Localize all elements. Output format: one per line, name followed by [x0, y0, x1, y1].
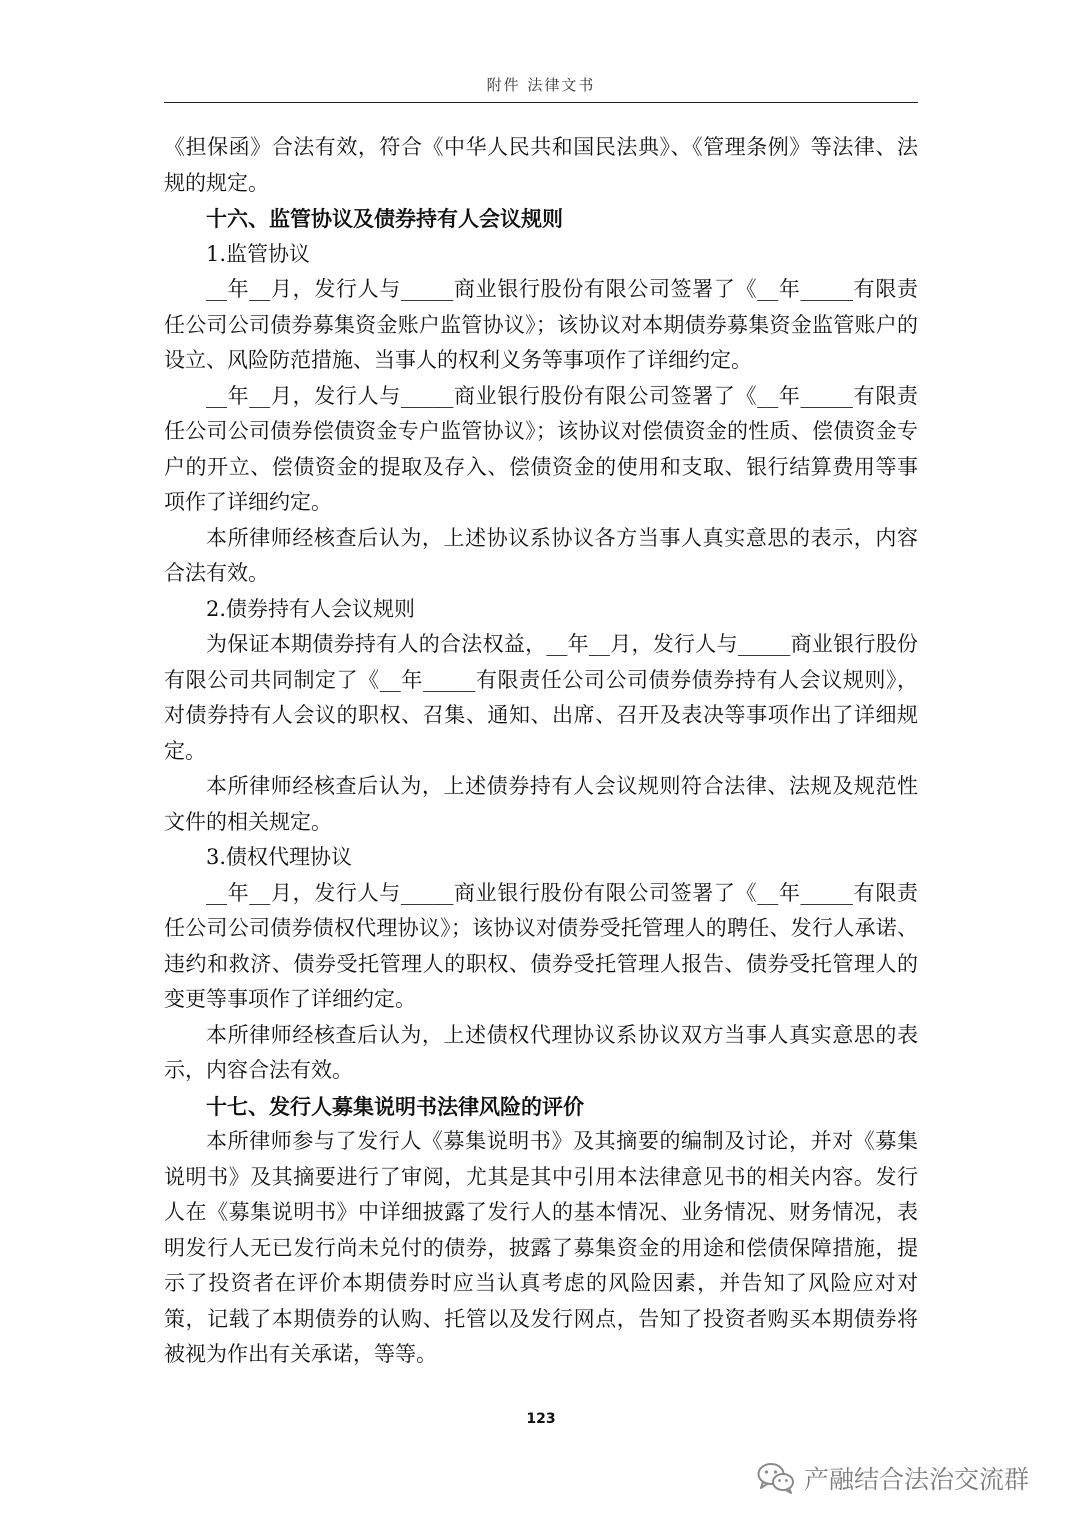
paragraph-prospectus-review: 本所律师参与了发行人《募集说明书》及其摘要的编制及讨论，并对《募集说明书》及其摘要进行了审阅，尤其是其中引用本法律意见书的相关内容。发行人在《募集说明书》中详细披露了发行人的基本情况、业务情况、财务情况，表明发行人无已发行尚未兑付的债券，披露了募集资金的用途和偿债保障措施，提示了投资者在评价本期债券时应当认真考虑的风险因素，并告知了风险应对对策，记载了本期债券的认购、托管以及发行网点，告知了投资者购买本期债券将被视为作出有关承诺，等等。 [164, 1129, 918, 1366]
paragraph-agency-agreement: __年__月，发行人与_____商业银行股份有限公司签署了《__年_____有限责任公司公司债券债权代理协议》；该协议对债券受托管理人的聘任、发行人承诺、违约和救济、债券受托管理人的职权、债券受托管理人报告、债券受托管理人的变更等事项作了详细约定。 [164, 880, 918, 1011]
page-number: 123 [526, 1411, 556, 1427]
paragraph-fund-account-agreement: __年__月，发行人与_____商业银行股份有限公司签署了《__年_____有限责任公司公司债券募集资金账户监管协议》；该协议对本期债券募集资金监管账户的设立、风险防范措施、当事人的权利义务等事项作了详细约定。 [164, 277, 918, 372]
paragraph-holder-meeting-rules: 为保证本期债券持有人的合法权益，__年__月，发行人与_____商业银行股份有限公司共同制定了《__年_____有限责任公司公司债券债券持有人会议规则》，对债券持有人会议的职权、召集、通知、出席、召开及表决等事项作出了详细规定。 [164, 632, 918, 763]
header-divider [164, 102, 918, 103]
page-header: 附件 法律文书 [486, 76, 596, 94]
section-heading-16: 十六、监管协议及债券持有人会议规则 [206, 206, 563, 231]
watermark [756, 1458, 1029, 1498]
document-body [164, 130, 918, 1373]
paragraph-repayment-account-agreement: __年__月，发行人与_____商业银行股份有限公司签署了《__年_____有限责任公司公司债券偿债资金专户监管协议》；该协议对偿债资金的性质、偿债资金专户的开立、偿债资金的提取及存入、偿债资金的使用和支取、银行结算费用等事项作了详细约定。 [164, 383, 918, 514]
subsection-title-agency-agreement: 3.债权代理协议 [206, 845, 353, 869]
paragraph-holder-rules-opinion: 本所律师经核查后认为，上述债券持有人会议规则符合法律、法规及规范性文件的相关规定。 [164, 774, 918, 834]
paragraph-agency-opinion: 本所律师经核查后认为，上述债权代理协议系协议双方当事人真实意思的表示，内容合法有效。 [164, 1022, 918, 1082]
subsection-title-supervision-agreement: 1.监管协议 [206, 241, 311, 266]
wechat-icon [756, 1461, 796, 1495]
paragraph-agreement-opinion: 本所律师经核查后认为，上述协议系协议各方当事人真实意思的表示，内容合法有效。 [164, 525, 918, 585]
section-heading-17: 十七、发行人募集说明书法律风险的评价 [206, 1093, 584, 1119]
paragraph-guarantee-conclusion: 《担保函》合法有效，符合《中华人民共和国民法典》、《管理条例》等法律、法规的规定。 [164, 135, 918, 195]
watermark-text: 产融结合法治交流群 [804, 1465, 1030, 1494]
subsection-title-holder-meeting-rules: 2.债券持有人会议规则 [206, 596, 416, 621]
